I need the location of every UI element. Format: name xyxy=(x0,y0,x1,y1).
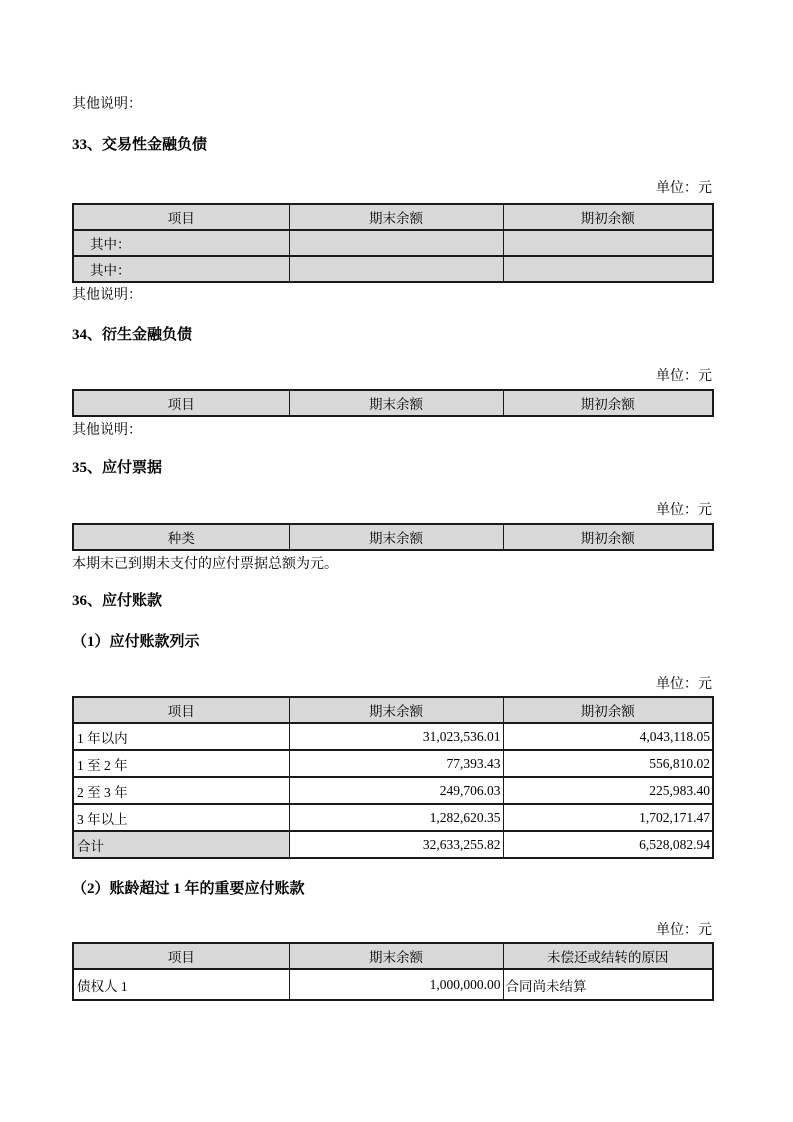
column-header-beginning-balance: 期初余额 xyxy=(503,390,713,416)
beginning-balance-cell: 225,983.40 xyxy=(503,777,713,804)
section-heading-36: 36、应付账款 xyxy=(72,593,163,609)
section-heading-33: 33、交易性金融负债 xyxy=(72,137,208,153)
other-notes-text-1: 其他说明： xyxy=(72,97,142,112)
unit-label-3: 单位：元 xyxy=(656,503,712,518)
total-row-label: 合计 xyxy=(73,831,289,858)
table-row-2-to-3-years xyxy=(73,777,713,804)
column-header-ending-balance: 期末余额 xyxy=(289,204,503,230)
unit-label-5: 单位：元 xyxy=(656,923,712,938)
table-derivative-financial-liabilities xyxy=(72,389,714,417)
ending-balance-cell: 249,706.03 xyxy=(289,777,503,804)
table-row-within-1-year xyxy=(73,723,713,750)
beginning-balance-cell: 1,702,171.47 xyxy=(503,804,713,831)
table-header-row xyxy=(73,697,713,723)
column-header-ending-balance: 期末余额 xyxy=(289,390,503,416)
section-heading-34: 34、衍生金融负债 xyxy=(72,327,193,343)
column-header-ending-balance: 期末余额 xyxy=(289,697,503,723)
column-header-beginning-balance: 期初余额 xyxy=(503,204,713,230)
ending-balance-cell xyxy=(289,230,503,256)
column-header-beginning-balance: 期初余额 xyxy=(503,697,713,723)
table-row-creditor-1 xyxy=(73,969,713,1000)
table-header-row xyxy=(73,204,713,230)
row-label: 2 至 3 年 xyxy=(73,777,289,804)
other-notes-text-3: 其他说明： xyxy=(72,423,142,438)
row-label: 其中： xyxy=(73,230,289,256)
total-ending-balance-cell: 32,633,255.82 xyxy=(289,831,503,858)
table-row xyxy=(73,256,713,282)
table-notes-payable xyxy=(72,523,714,551)
beginning-balance-cell xyxy=(503,256,713,282)
ending-balance-cell: 31,023,536.01 xyxy=(289,723,503,750)
row-label: 1 年以内 xyxy=(73,723,289,750)
column-header-item: 项目 xyxy=(73,943,289,969)
column-header-beginning-balance: 期初余额 xyxy=(503,524,713,550)
subsection-heading-36-2: （2）账龄超过 1 年的重要应付账款 xyxy=(72,881,305,897)
unit-label-4: 单位：元 xyxy=(656,677,712,692)
other-notes-text-2: 其他说明： xyxy=(72,288,142,303)
column-header-item: 项目 xyxy=(73,697,289,723)
ending-balance-cell: 1,282,620.35 xyxy=(289,804,503,831)
beginning-balance-cell: 4,043,118.05 xyxy=(503,723,713,750)
column-header-type: 种类 xyxy=(73,524,289,550)
table-header-row xyxy=(73,524,713,550)
row-label: 其中： xyxy=(73,256,289,282)
row-label: 债权人 1 xyxy=(73,969,289,1000)
table-header-row xyxy=(73,390,713,416)
table-row-over-3-years xyxy=(73,804,713,831)
total-beginning-balance-cell: 6,528,082.94 xyxy=(503,831,713,858)
bills-due-note-text: 本期末已到期未支付的应付票据总额为元。 xyxy=(72,557,338,572)
ending-balance-cell: 1,000,000.00 xyxy=(289,969,503,1000)
beginning-balance-cell xyxy=(503,230,713,256)
table-row-1-to-2-years xyxy=(73,750,713,777)
column-header-item: 项目 xyxy=(73,390,289,416)
subsection-heading-36-1: （1）应付账款列示 xyxy=(72,634,200,650)
unit-label-2: 单位：元 xyxy=(656,369,712,384)
ending-balance-cell xyxy=(289,256,503,282)
column-header-item: 项目 xyxy=(73,204,289,230)
table-row xyxy=(73,230,713,256)
unit-label-1: 单位：元 xyxy=(656,181,712,196)
row-label: 1 至 2 年 xyxy=(73,750,289,777)
reason-cell: 合同尚未结算 xyxy=(503,969,713,1000)
table-header-row xyxy=(73,943,713,969)
column-header-ending-balance: 期末余额 xyxy=(289,524,503,550)
column-header-reason: 未偿还或结转的原因 xyxy=(503,943,713,969)
table-row-total xyxy=(73,831,713,858)
table-important-accounts-payable-over-1-year xyxy=(72,942,714,1001)
table-trading-financial-liabilities xyxy=(72,203,714,283)
beginning-balance-cell: 556,810.02 xyxy=(503,750,713,777)
table-accounts-payable-aging xyxy=(72,696,714,859)
row-label: 3 年以上 xyxy=(73,804,289,831)
ending-balance-cell: 77,393.43 xyxy=(289,750,503,777)
column-header-ending-balance: 期末余额 xyxy=(289,943,503,969)
section-heading-35: 35、应付票据 xyxy=(72,460,163,476)
